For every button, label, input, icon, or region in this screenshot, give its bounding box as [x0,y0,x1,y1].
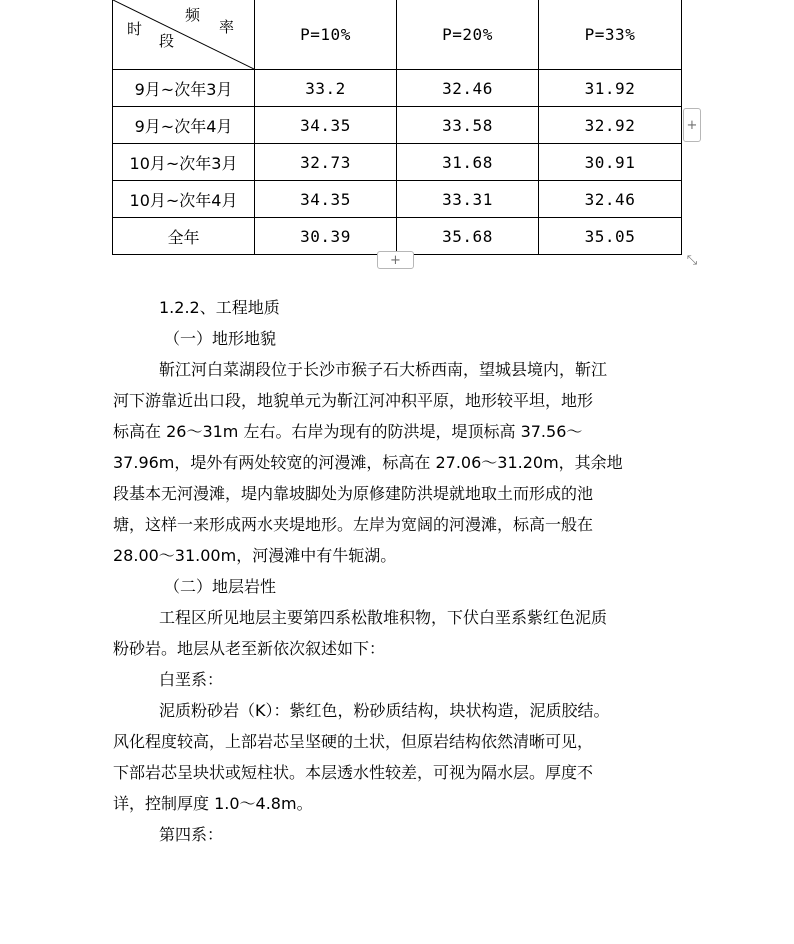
value-cell: 31.68 [397,144,539,181]
add-row-button[interactable]: + [377,251,414,269]
value-cell: 32.46 [397,70,539,107]
value-cell: 30.39 [255,218,397,255]
text-line: 塘，这样一来形成两水夹堤地形。左岸为宽阔的河漫滩，标高一般在 [113,515,594,534]
header-label-period: 段 [159,32,175,50]
section-heading: 1.2.2、工程地质 [159,298,280,317]
table-row [113,107,682,144]
paragraph-strata [113,602,679,664]
column-header: P=10% [255,0,397,70]
text-line: 河下游靠近出口段，地貌单元为靳江河冲积平原，地形较平坦，地形 [113,391,594,410]
text-line: 详，控制厚度 1.0～4.8m。 [113,794,313,813]
diagonal-header-cell [113,0,255,70]
value-cell: 33.31 [397,181,539,218]
text-line: 风化程度较高，上部岩芯呈坚硬的土状，但原岩结构依然清晰可见， [113,732,594,751]
value-cell: 35.68 [397,218,539,255]
table-row [113,144,682,181]
text-line: 工程区所见地层主要第四系松散堆积物，下伏白垩系紫红色泥质 [159,608,608,627]
value-cell: 35.05 [539,218,682,255]
value-cell: 32.46 [539,181,682,218]
value-cell: 33.58 [397,107,539,144]
period-cell: 9月~次年3月 [113,70,255,107]
text-line: 28.00～31.00m，河漫滩中有牛轭湖。 [113,546,397,565]
add-column-button[interactable]: + [683,108,701,142]
table-resize-handle[interactable]: ⤡ [683,252,701,269]
value-cell: 30.91 [539,144,682,181]
subsection-heading: （二）地层岩性 [164,577,277,596]
period-cell: 10月~次年4月 [113,181,255,218]
text-line: 下部岩芯呈块状或短柱状。本层透水性较差，可视为隔水层。厚度不 [113,763,594,782]
value-cell: 33.2 [255,70,397,107]
header-label-frequency: 频 [185,6,201,24]
table-row [113,181,682,218]
quaternary-heading: 第四系： [159,825,224,844]
paragraph-landform [113,354,679,571]
text-line: 靳江河白菜湖段位于长沙市猴子石大桥西南，望城县境内，靳江 [159,360,608,379]
subsection-heading: （一）地形地貌 [164,329,277,348]
period-cell: 全年 [113,218,255,255]
frequency-table [112,0,682,255]
period-cell: 10月~次年3月 [113,144,255,181]
header-label-rate: 率 [219,18,235,36]
text-line: 段基本无河漫滩，堤内靠坡脚处为原修建防洪堤就地取土而形成的池 [113,484,594,503]
table-row [113,70,682,107]
value-cell: 32.73 [255,144,397,181]
value-cell: 32.92 [539,107,682,144]
table-row [113,218,682,255]
value-cell: 34.35 [255,181,397,218]
value-cell: 34.35 [255,107,397,144]
paragraph-siltstone [113,695,679,819]
header-label-time: 时 [127,20,143,38]
column-header: P=33% [539,0,682,70]
cretaceous-heading: 白垩系： [159,670,224,689]
value-cell: 31.92 [539,70,682,107]
text-line: 粉砂岩。地层从老至新依次叙述如下： [113,639,386,658]
text-line: 泥质粉砂岩（K）：紫红色，粉砂质结构，块状构造，泥质胶结。 [159,701,610,720]
text-line: 标高在 26～31m 左右。右岸为现有的防洪堤，堤顶标高 37.56～ [113,422,583,441]
table-header-row [113,0,682,70]
text-line: 37.96m，堤外有两处较宽的河漫滩，标高在 27.06～31.20m，其余地 [113,453,623,472]
document-body [113,292,679,850]
period-cell: 9月~次年4月 [113,107,255,144]
column-header: P=20% [397,0,539,70]
